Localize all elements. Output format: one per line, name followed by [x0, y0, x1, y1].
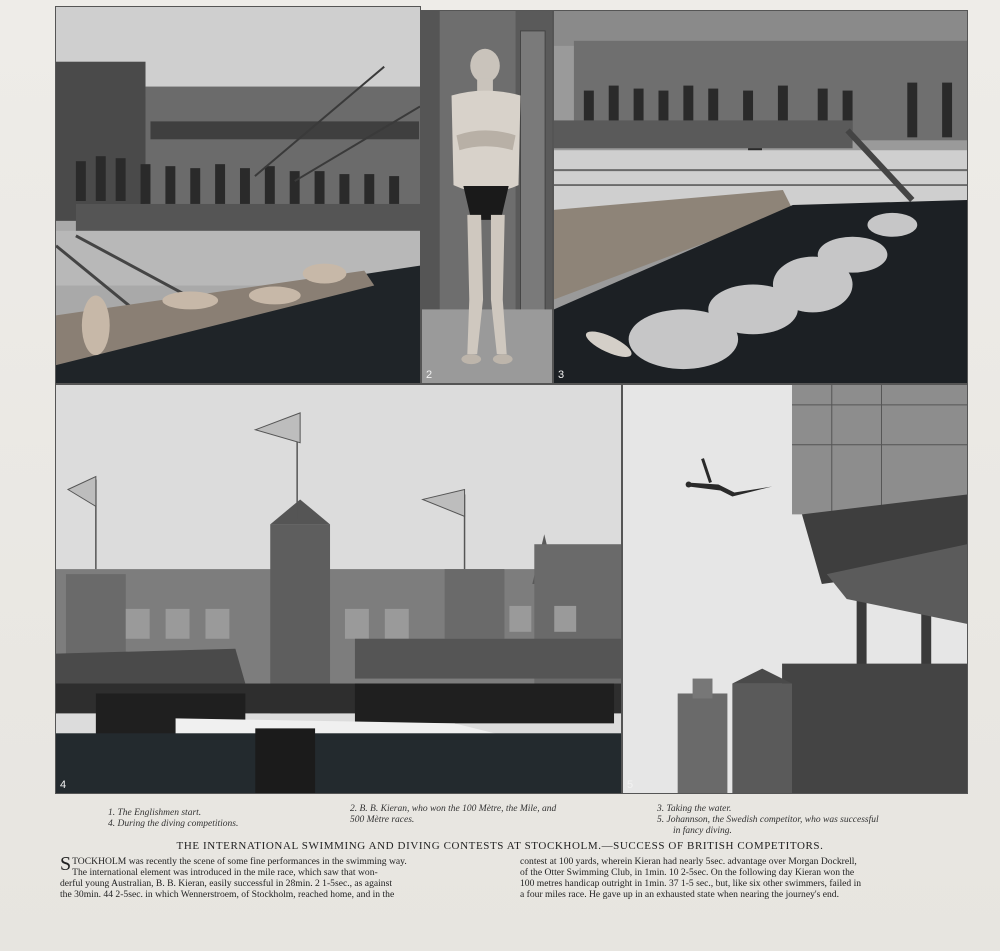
caption-line: 500 Mètre races.: [350, 815, 415, 825]
article-line: a four miles race. He gave up in an exhausted state when nearing the journey's end.: [520, 889, 840, 900]
caption-line: 5. Johannson, the Swedish competitor, who was successful: [657, 815, 879, 825]
photo-taking-the-water: [553, 10, 968, 384]
photo-number: 5: [627, 779, 634, 791]
caption-line: 3. Taking the water.: [657, 804, 732, 814]
photo-englishmen-start: [55, 6, 421, 384]
photo-diving-competitions: [55, 384, 622, 794]
article-line: contest at 100 yards, wherein Kieran had nearly 5sec. advantage over Morgan Dockrell,: [520, 856, 857, 867]
photo-number: 4: [60, 779, 67, 791]
photo-fancy-diving: [622, 384, 968, 794]
caption-line: 1. The Englishmen start.: [108, 808, 202, 818]
caption-column-3: [657, 804, 957, 837]
dropcap: S: [60, 853, 72, 875]
article-line: the 30min. 44 2-5sec. in which Wennerstroem, of Stockholm, reached home, and in the: [60, 889, 395, 900]
caption-column-1: [108, 808, 338, 830]
photo-number: 3: [558, 369, 565, 381]
photo-number: 2: [426, 369, 433, 381]
article-column-right: [520, 856, 960, 900]
article-line: 100 metres handicap outright in 1min. 37 1-5 sec., but, like six other swimmers, failed in: [520, 878, 862, 889]
article-line: derful young Australian, B. B. Kieran, easily successful in 28min. 2 1-5sec., as against: [60, 878, 392, 889]
article-line: of the Otter Swimming Club, in 1min. 10 2-5sec. On the following day Kieran won the: [520, 867, 855, 878]
article-column-left: [60, 853, 500, 900]
article-line: TOCKHOLM was recently the scene of some fine performances in the swimming way.: [72, 856, 407, 867]
caption-line: 2. B. B. Kieran, who won the 100 Mètre, the Mile, and: [350, 804, 557, 814]
caption-column-2: [350, 804, 650, 826]
photo-kieran-portrait: [421, 10, 553, 384]
article-line: The international element was introduced in the mile race, which saw that won-: [72, 867, 378, 878]
caption-line: in fancy diving.: [673, 826, 732, 836]
article-headline: THE INTERNATIONAL SWIMMING AND DIVING CONTESTS AT STOCKHOLM.—SUCCESS OF BRITISH COMPETITORS.: [176, 840, 824, 852]
caption-line: 4. During the diving competitions.: [108, 819, 239, 829]
